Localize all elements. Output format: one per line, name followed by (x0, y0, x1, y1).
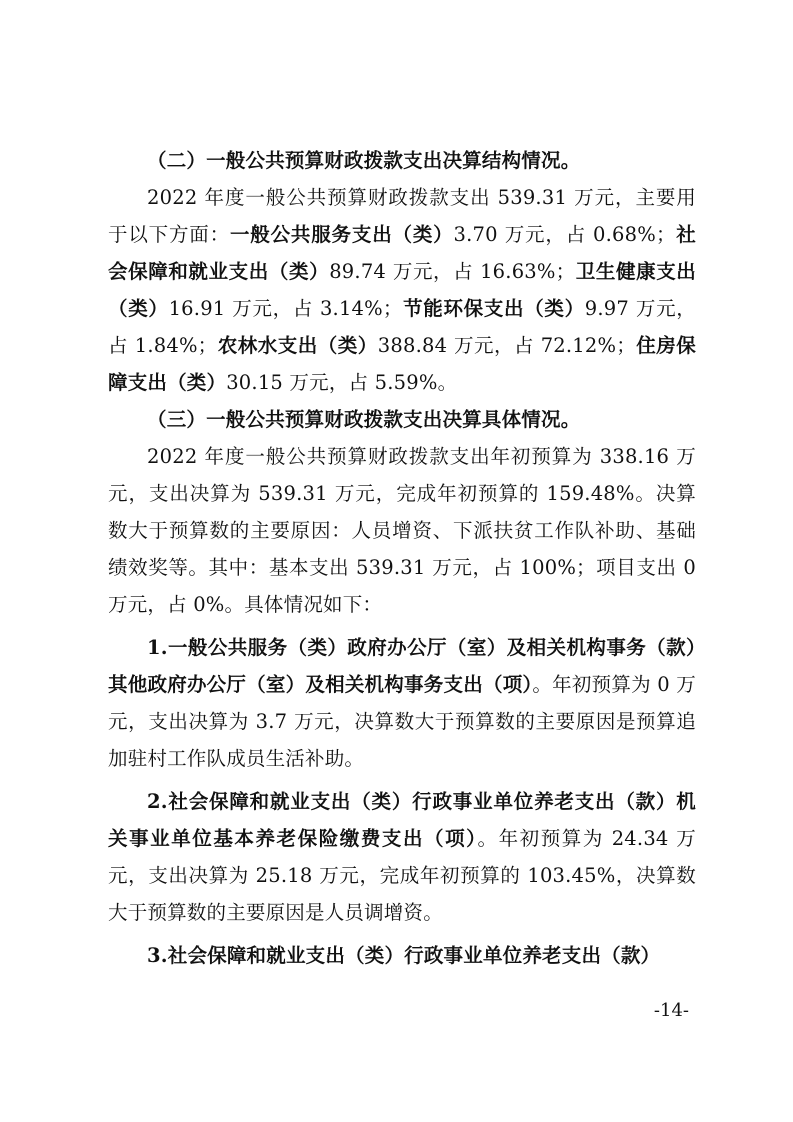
item-2-body: 。年初预算为 24.34 万元，支出决算为 25.18 万元，完成年初预算的 103.45%，决算数大于预算数的主要原因是人员调增资。 (108, 827, 696, 924)
item1-value: 3.70 万元，占 0.68%； (453, 223, 676, 246)
item4-value: 9.97 万元，占 1.84%； (108, 297, 696, 357)
detail-intro-paragraph: 2022 年度一般公共预算财政拨款支出年初预算为 338.16 万元，支出决算为 539.31 万元，完成年初预算的 159.48%。决算数大于预算数的主要原因：人员增资、下派扶贫工作队补助、基础绩效奖等。其中：基本支出 539.31 万元，占 100%；项目支出 0 万元，占 0%。具体情况如下： (108, 445, 696, 616)
structure-intro: 2022 年度一般公共预算财政拨款支出 539.31 万元，主要用于以下方面： (108, 186, 696, 246)
item6-name: 住房保障支出（类） (108, 334, 696, 394)
item5-value: 388.84 万元，占 72.12%； (377, 334, 636, 357)
section-heading-2: （二）一般公共预算财政拨款支出决算结构情况。 (147, 149, 581, 172)
item3-value: 16.91 万元，占 3.14%； (168, 297, 403, 320)
item2-name: 社会保障和就业支出（类） (108, 223, 697, 283)
detail-item-3 (108, 937, 696, 974)
item2-value: 89.74 万元，占 16.63%； (329, 260, 576, 283)
section-heading-3: （三）一般公共预算财政拨款支出决算具体情况。 (147, 408, 581, 431)
item1-name: 一般公共服务支出（类） (229, 223, 454, 246)
document-page (108, 142, 696, 974)
detail-item-2 (108, 783, 696, 931)
page-number: -14- (653, 1000, 689, 1021)
item-2-title: 2.社会保障和就业支出（类）行政事业单位养老支出（款）机关事业单位基本养老保险缴费支出（项） (108, 790, 696, 850)
item4-name: 节能环保支出（类） (402, 297, 585, 320)
item-1-body: 。年初预算为 0 万元，支出决算为 3.7 万元，决算数大于预算数的主要原因是预算追加驻村工作队成员生活补助。 (108, 673, 696, 770)
detail-item-1 (108, 629, 696, 777)
item3-name: 卫生健康支出（类） (108, 260, 696, 320)
item-1-title: 1.一般公共服务（类）政府办公厅（室）及相关机构事务（款）其他政府办公厅（室）及相关机构事务支出（项） (108, 636, 696, 696)
item6-value: 30.15 万元，占 5.59%。 (226, 371, 458, 394)
item5-name: 农林水支出（类） (217, 334, 378, 357)
structure-paragraph (108, 179, 696, 401)
item-3-title: 3.社会保障和就业支出（类）行政事业单位养老支出（款） (147, 944, 661, 967)
